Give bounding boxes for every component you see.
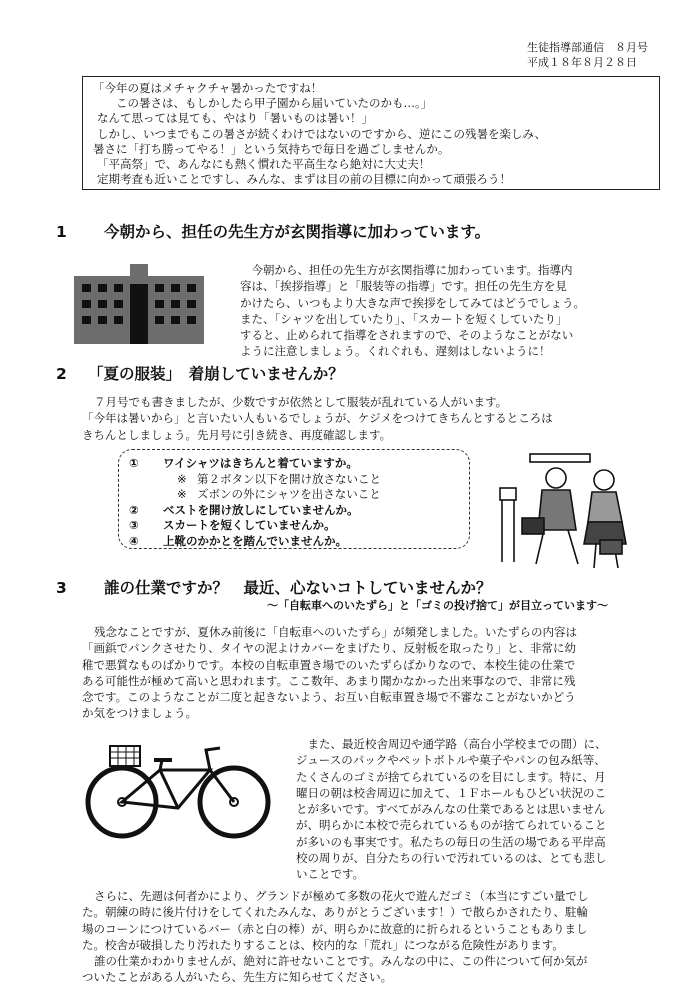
checklist-note: ※ 第２ボタン以下を開け放さないこと [177,471,381,486]
section-title: 今朝から、担任の先生方が玄関指導に加わっています。 [104,223,491,241]
intro-line: 定期考査も近いことですし、みんな、まずは目の前の目標に向かって頑張ろう！ [97,172,511,187]
newsletter-date: 平成１８年８月２８日 [527,56,637,69]
body-line: また、「シャツを出していたり」、「スカートを短くしていたり」 [240,311,568,326]
newsletter-header [527,40,648,70]
body-line: た。朝練の時に後片付けをしてくれたみんな、ありがとうございます！）で散らかされたり、駐輪 [82,905,588,920]
body-line: 残念なことですが、夏休み前後に「自転車へのいたずら」が頻発しました。いたずらの内容は [94,625,577,639]
body-line: 曜日の朝は校舎周辺に加えて、１Ｆホールもひどい状況のこ [296,785,607,800]
section-2-body [82,394,553,443]
body-line: たくさんのゴミが捨てられているのを目にします。特に、月 [296,769,606,784]
body-line: さらに、先週は何者かにより、グランドが極めて多数の花火で遊んだゴミ（本当にすごい量でし [94,889,589,903]
body-line: が、明らかに本校で売られているものが捨てられていること [296,818,607,833]
body-line: か気をつけましょう。 [82,706,197,721]
body-line: いことです。 [296,867,365,882]
body-line: 今朝から、担任の先生方が玄関指導に加わっています。指導内 [240,263,573,277]
checklist-item: ④ 上靴のかかとを踏んでいませんか。 [129,533,347,548]
body-line: ように注意しましょう。くれぐれも、遅刻はしないように！ [240,344,551,359]
body-line: 校の周りが、自分たちの行いで汚れているのは、とても悲し [296,851,607,866]
section-2-heading [56,362,344,384]
section-title: 「夏の服装」 着崩していませんか？ [88,365,344,383]
intro-line: 「今年の夏はメチャクチャ暑かったですね！ [93,81,323,95]
body-line: 誰の仕業かわかりませんが、絶対に許せないことです。みんなの中に、この件について何か気が [94,954,588,969]
checklist-item: ② ベストを開け放しにしていませんか。 [129,502,359,517]
body-line: 稚で悪質なものばかりです。本校の自転車置き場でのいたずらばかりなので、本校生徒の仕業で [82,657,576,672]
body-line: た。校舎が破損したり汚れたりすることは、校内的な「荒れ」につながる危険性があります。 [82,937,564,952]
school-building-icon [72,262,206,346]
body-line: ついたことがある人がいたら、先生方に知らせてください。 [82,970,393,985]
intro-line: この暑さは、もしかしたら甲子園から届いていたのかも…。」 [93,96,433,111]
section-1-body [240,262,585,360]
body-line: が多いのも事実です。私たちの毎日の生活の場である平岸高 [296,834,606,849]
section-3-para1 [82,624,577,722]
intro-line: なんて思っては見ても、やはり「暑いものは暑い！」 [97,111,373,126]
body-line: かけたら、いつもより大きな声で挨拶をしてみてはどうでしょう。 [240,295,585,310]
dress-code-checklist [118,449,470,549]
section-3-para2 [296,736,607,883]
section-3-subtitle: ～「自転車へのいたずら」と「ゴミの投げ捨て」が目立っています～ [267,599,608,612]
bicycle-icon [80,740,276,840]
section-1-heading [56,220,490,242]
body-line: 「今年は暑いから」と言いたい人もいるでしょうが、ケジメをつけてきちんとするところは [82,411,553,426]
body-line: すると、止められて指導をされますので、そのようなことがない [240,328,574,343]
body-line: 容は、「挨拶指導」と「服装等の指導」です。担任の先生方を見 [240,279,567,294]
intro-line: しかし、いつまでもこの暑さが続くわけではないのですから、逆にこの残暑を楽しみ、 [97,126,547,141]
section-3-para3 [82,888,589,986]
intro-box [82,76,660,190]
body-line: ジュースのパックやペットボトルや菓子やパンの包み紙等、 [296,753,606,768]
body-line: また、最近校舎周辺や通学路（高台小学校までの間）に、 [296,737,607,751]
intro-line: 「平高祭」で、あんなにも熱く慣れた平高生なら絶対に大丈夫！ [97,157,431,172]
section-3-heading [56,576,492,598]
section-number: 1 [56,223,67,241]
body-line: きちんとしましょう。先月号に引き続き、再度確認します。 [82,427,392,442]
body-line: とが多いです。すべてがみんなの仕業であるとは思いません [296,802,606,817]
body-line: ７月号でも書きましたが、少数ですが依然として服装が乱れている人がいます。 [94,395,508,409]
students-illustration [492,452,642,572]
body-line: ある可能性が極めて高いと思われます。ここ数年、あまり聞かなかった出来事なので、非常に残 [82,673,576,688]
section-number: 2 [56,365,67,383]
section-number: 3 [56,579,67,597]
section-title: 誰の仕業ですか？ 最近、心ないコトしていませんか？ [104,579,492,597]
body-line: 念です。このようなことが二度と起きないよう、お互い自転車置き場で不審なことがないかどう [82,690,576,705]
newsletter-issue: 生徒指導部通信 ８月号 [527,41,648,54]
checklist-item: ① ワイシャツはきちんと着ていますか。 [129,456,358,470]
checklist-note: ※ ズボンの外にシャツを出さないこと [177,487,381,501]
body-line: 場のコーンにつけているバー（赤と白の棒）が、明らかに故意的に折られるということもありまし [82,921,588,936]
checklist-item: ③ スカートを短くしていませんか。 [129,518,336,532]
body-line: 「画鋲でパンクさせたり、タイヤの泥よけカバーをまげたり、反射板を取ったり」と、非常に幼 [82,641,577,656]
intro-line: 暑さに「打ち勝ってやる！」という気持ちで毎日を過ごしませんか。 [93,141,450,156]
